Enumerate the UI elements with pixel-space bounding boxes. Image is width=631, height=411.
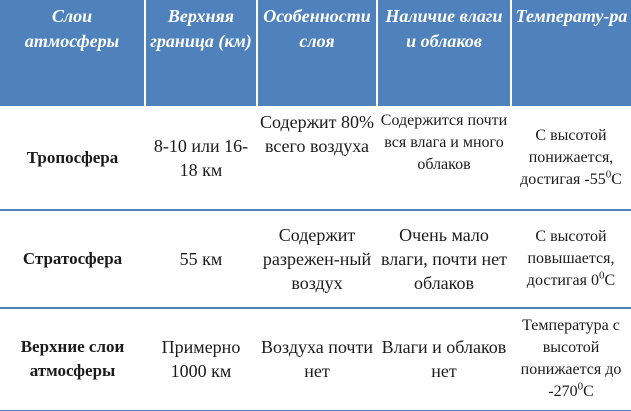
header-features: Особенности слоя [257,0,377,106]
features-cell: Воздуха почти нет [261,337,373,382]
temperature-text: Температура с высотой понижается до -270 [520,317,622,401]
temperature-cell [511,308,631,410]
upper-boundary-cell: 8-10 или 16-18 км [153,135,249,180]
features-cell: Содержит 80% всего воздуха [259,112,375,156]
layer-name: Стратосфера [22,249,123,268]
header-layers: Слои атмосферы [0,0,145,106]
table-row [0,308,631,410]
degree-superscript: 0 [605,168,612,181]
temperature-unit: С [583,383,594,401]
temperature-unit: С [611,170,622,188]
upper-boundary-cell: 55 км [179,249,223,269]
header-moisture: Наличие влаги и облаков [377,0,511,106]
layer-name: Верхние слои атмосферы [20,337,125,381]
table-row [0,210,631,308]
upper-boundary-cell: Примерно 1000 км [161,337,241,382]
degree-superscript: 0 [599,269,605,282]
moisture-cell: Влаги и облаков нет [381,337,507,382]
header-temperature: Температу-ра [511,0,631,106]
moisture-cell: Содержится почти вся влага и много облаков [380,112,508,173]
temperature-text: С высотой повышается, достигая 0 [526,228,615,289]
table-header [0,0,631,106]
features-cell: Содержит разрежен-ный воздух [262,225,372,293]
header-upper-boundary: Верхняя граница (км) [145,0,257,106]
temperature-text: С высотой понижается, достигая -55 [520,126,614,188]
header-row [0,0,631,106]
table-row [0,106,631,210]
moisture-cell: Очень мало влаги, почти нет облаков [381,225,507,293]
temperature-unit: С [604,272,616,289]
temperature-cell [511,106,631,210]
degree-superscript: 0 [577,380,584,393]
temperature-cell [511,210,631,308]
layer-name: Тропосфера [26,147,119,167]
